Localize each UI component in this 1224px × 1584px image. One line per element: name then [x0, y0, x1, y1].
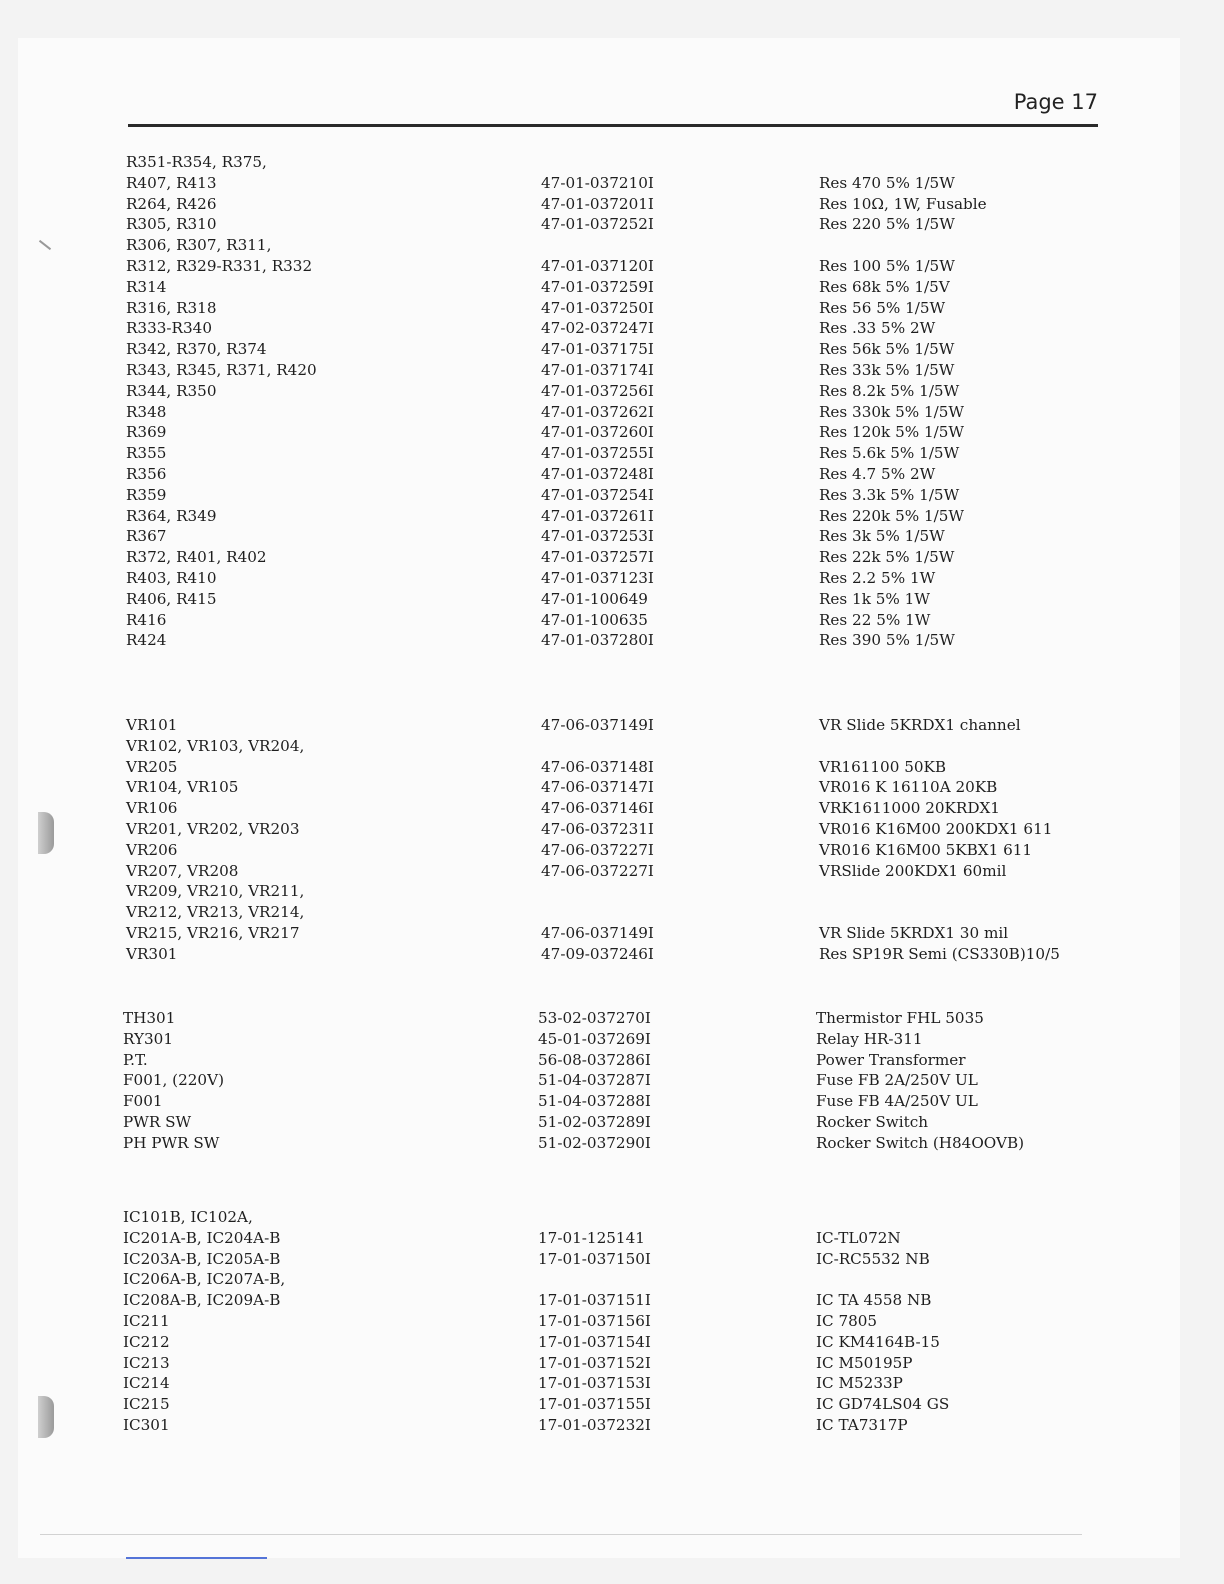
- parts-row: [0, 547, 1224, 568]
- part-number: 47-01-037257I: [541, 548, 654, 567]
- part-description: VRK1611000 20KRDX1: [819, 799, 1000, 818]
- part-number: 47-01-100635: [541, 610, 648, 629]
- part-description: VR016 K16M00 5KBX1 611: [819, 840, 1033, 859]
- parts-row: [0, 1394, 1224, 1415]
- parts-row: [0, 485, 1224, 506]
- part-description: Res 22 5% 1W: [819, 610, 931, 629]
- part-number: 53-02-037270I: [538, 1009, 651, 1027]
- part-description: Rocker Switch (H84OOVB): [816, 1133, 1025, 1152]
- parts-row: [0, 173, 1224, 194]
- part-ref: TH301: [123, 1009, 176, 1027]
- part-number: 17-01-037150I: [538, 1249, 651, 1268]
- parts-row: [0, 318, 1224, 339]
- part-number: 17-01-037154I: [538, 1332, 651, 1351]
- part-description: Res 120k 5% 1/5W: [819, 423, 965, 442]
- part-ref: VR101: [126, 716, 178, 734]
- part-number: 45-01-037269I: [538, 1029, 651, 1048]
- part-number: 47-06-037149I: [541, 716, 654, 734]
- part-ref: R314: [126, 277, 167, 296]
- part-ref: R364, R349: [126, 506, 217, 525]
- part-description: Res 33k 5% 1/5W: [819, 360, 955, 379]
- part-description: Res 4.7 5% 2W: [819, 464, 936, 483]
- part-number: 47-06-037147I: [541, 778, 654, 797]
- part-number: 17-01-037153I: [538, 1374, 651, 1393]
- part-description: Res .33 5% 2W: [819, 319, 936, 338]
- part-description: Relay HR-311: [816, 1029, 923, 1048]
- parts-row: [0, 152, 1224, 173]
- part-description: IC-TL072N: [816, 1228, 901, 1247]
- part-description: VR016 K 16110A 20KB: [819, 778, 998, 797]
- part-description: Res 68k 5% 1/5V: [819, 277, 950, 296]
- parts-row: [0, 402, 1224, 423]
- part-number: 47-01-037253I: [541, 527, 654, 546]
- part-ref: IC211: [123, 1311, 170, 1330]
- part-number: 17-01-125141: [538, 1228, 645, 1247]
- parts-row: [0, 1133, 1224, 1154]
- part-description: IC TA 4558 NB: [816, 1291, 932, 1310]
- part-ref: IC201A-B, IC204A-B: [123, 1228, 281, 1247]
- part-number: 47-01-037256I: [541, 381, 654, 400]
- parts-row: [0, 381, 1224, 402]
- part-ref: R355: [126, 444, 167, 463]
- part-description: Res 1k 5% 1W: [819, 589, 930, 608]
- parts-group-power: [0, 1008, 1224, 1154]
- parts-group-variable-resistors: [0, 715, 1224, 965]
- part-ref: R406, R415: [126, 589, 217, 608]
- part-ref: R264, R426: [126, 194, 217, 213]
- part-description: Rocker Switch: [816, 1112, 929, 1131]
- parts-row: [0, 443, 1224, 464]
- part-number: 47-01-037120I: [541, 256, 654, 275]
- part-ref: PH PWR SW: [123, 1133, 220, 1152]
- part-description: VRSlide 200KDX1 60mil: [819, 861, 1007, 880]
- part-ref: VR207, VR208: [126, 861, 239, 880]
- part-description: IC-RC5532 NB: [816, 1249, 930, 1268]
- part-number: 47-01-037260I: [541, 423, 654, 442]
- part-number: 17-01-037156I: [538, 1311, 651, 1330]
- part-ref: VR106: [126, 799, 178, 818]
- parts-row: [0, 298, 1224, 319]
- footer-rule: [40, 1534, 1082, 1535]
- part-ref: R333-R340: [126, 319, 212, 338]
- parts-row: [0, 506, 1224, 527]
- parts-row: [0, 422, 1224, 443]
- parts-row: [0, 1207, 1224, 1228]
- part-description: Fuse FB 2A/250V UL: [816, 1071, 978, 1090]
- parts-row: [0, 360, 1224, 381]
- part-ref: R343, R345, R371, R420: [126, 360, 317, 379]
- parts-row: [0, 1029, 1224, 1050]
- part-ref: IC206A-B, IC207A-B,: [123, 1270, 286, 1289]
- parts-row: [0, 757, 1224, 778]
- part-ref: VR102, VR103, VR204,: [126, 736, 305, 755]
- part-number: 56-08-037286I: [538, 1050, 651, 1069]
- part-ref: P.T.: [123, 1050, 148, 1069]
- part-ref: IC215: [123, 1395, 170, 1414]
- part-description: VR161100 50KB: [819, 757, 947, 776]
- part-description: Res 470 5% 1/5W: [819, 173, 955, 192]
- part-number: 47-01-037252I: [541, 215, 654, 234]
- parts-row: [0, 1008, 1224, 1029]
- part-description: Res 10Ω, 1W, Fusable: [819, 194, 987, 213]
- part-number: 47-02-037247I: [541, 319, 654, 338]
- part-ref: IC203A-B, IC205A-B: [123, 1249, 281, 1268]
- parts-row: [0, 339, 1224, 360]
- part-number: 47-01-037262I: [541, 402, 654, 421]
- parts-row: [0, 256, 1224, 277]
- parts-row: [0, 1290, 1224, 1311]
- part-ref: R342, R370, R374: [126, 340, 267, 359]
- part-description: Res 330k 5% 1/5W: [819, 402, 965, 421]
- part-ref: R367: [126, 527, 167, 546]
- part-description: Res 220k 5% 1/5W: [819, 506, 965, 525]
- part-ref: IC208A-B, IC209A-B: [123, 1291, 281, 1310]
- part-description: VR Slide 5KRDX1 channel: [819, 716, 1021, 734]
- part-number: 47-01-037261I: [541, 506, 654, 525]
- parts-row: [0, 715, 1224, 736]
- parts-row: [0, 1249, 1224, 1270]
- parts-row: [0, 777, 1224, 798]
- part-description: Res 8.2k 5% 1/5W: [819, 381, 960, 400]
- parts-row: [0, 464, 1224, 485]
- part-ref: R312, R329-R331, R332: [126, 256, 313, 275]
- part-number: 47-01-037123I: [541, 568, 654, 587]
- part-ref: R344, R350: [126, 381, 217, 400]
- part-ref: VR201, VR202, VR203: [126, 819, 300, 838]
- part-description: IC 7805: [816, 1311, 878, 1330]
- part-description: Res 3k 5% 1/5W: [819, 527, 945, 546]
- part-ref: VR215, VR216, VR217: [126, 923, 300, 942]
- part-ref: R359: [126, 485, 167, 504]
- parts-group-ics: [0, 1207, 1224, 1436]
- part-description: Res 5.6k 5% 1/5W: [819, 444, 960, 463]
- part-number: 51-02-037290I: [538, 1133, 651, 1152]
- part-number: 47-01-037175I: [541, 340, 654, 359]
- part-description: Res 56 5% 1/5W: [819, 298, 946, 317]
- part-ref: R356: [126, 464, 167, 483]
- part-description: IC TA7317P: [816, 1415, 908, 1434]
- part-description: Res 56k 5% 1/5W: [819, 340, 955, 359]
- part-description: Fuse FB 4A/250V UL: [816, 1092, 978, 1111]
- part-ref: F001: [123, 1092, 163, 1111]
- part-ref: R305, R310: [126, 215, 217, 234]
- parts-row: [0, 1415, 1224, 1436]
- parts-row: [0, 214, 1224, 235]
- parts-row: [0, 1311, 1224, 1332]
- part-description: VR Slide 5KRDX1 30 mil: [819, 923, 1009, 942]
- parts-row: [0, 568, 1224, 589]
- part-number: 47-06-037227I: [541, 840, 654, 859]
- parts-row: [0, 944, 1224, 965]
- part-ref: IC213: [123, 1353, 170, 1372]
- part-ref: R369: [126, 423, 167, 442]
- part-number: 47-09-037246I: [541, 944, 654, 963]
- parts-row: [0, 194, 1224, 215]
- part-ref: R403, R410: [126, 568, 217, 587]
- part-number: 17-01-037232I: [538, 1415, 651, 1434]
- part-description: Res 390 5% 1/5W: [819, 631, 955, 650]
- part-ref: F001, (220V): [123, 1071, 224, 1090]
- part-ref: R407, R413: [126, 173, 217, 192]
- part-number: 47-06-037227I: [541, 861, 654, 880]
- part-ref: VR205: [126, 757, 178, 776]
- part-ref: VR212, VR213, VR214,: [126, 903, 305, 922]
- part-number: 47-06-037148I: [541, 757, 654, 776]
- part-description: IC KM4164B-15: [816, 1332, 940, 1351]
- part-description: Res 3.3k 5% 1/5W: [819, 485, 960, 504]
- part-description: IC M5233P: [816, 1374, 903, 1393]
- part-description: IC M50195P: [816, 1353, 913, 1372]
- part-ref: IC214: [123, 1374, 170, 1393]
- parts-row: [0, 881, 1224, 902]
- parts-row: [0, 1353, 1224, 1374]
- part-description: Thermistor FHL 5035: [816, 1009, 984, 1027]
- parts-row: [0, 235, 1224, 256]
- parts-row: [0, 840, 1224, 861]
- part-number: 51-02-037289I: [538, 1112, 651, 1131]
- parts-row: [0, 1091, 1224, 1112]
- part-ref: VR209, VR210, VR211,: [126, 882, 305, 901]
- part-number: 17-01-037152I: [538, 1353, 651, 1372]
- part-number: 17-01-037151I: [538, 1291, 651, 1310]
- part-ref: R372, R401, R402: [126, 548, 267, 567]
- part-description: IC GD74LS04 GS: [816, 1395, 950, 1414]
- part-number: 47-06-037231I: [541, 819, 654, 838]
- parts-row: [0, 526, 1224, 547]
- part-number: 47-01-037210I: [541, 173, 654, 192]
- part-number: 47-01-037259I: [541, 277, 654, 296]
- part-ref: R306, R307, R311,: [126, 236, 272, 255]
- part-number: 47-01-100649: [541, 589, 648, 608]
- parts-group-resistors: [0, 152, 1224, 651]
- page-number: Page 17: [1013, 90, 1098, 114]
- part-description: VR016 K16M00 200KDX1 611: [819, 819, 1053, 838]
- parts-row: [0, 819, 1224, 840]
- part-description: Res SP19R Semi (CS330B)10/5: [819, 944, 1060, 963]
- parts-row: [0, 1228, 1224, 1249]
- part-description: Power Transformer: [816, 1050, 966, 1069]
- parts-row: [0, 1269, 1224, 1290]
- part-description: Res 100 5% 1/5W: [819, 256, 955, 275]
- part-number: 47-06-037149I: [541, 923, 654, 942]
- part-number: 47-01-037201I: [541, 194, 654, 213]
- part-number: 51-04-037287I: [538, 1071, 651, 1090]
- parts-row: [0, 861, 1224, 882]
- parts-row: [0, 589, 1224, 610]
- parts-row: [0, 1332, 1224, 1353]
- part-ref: R316, R318: [126, 298, 217, 317]
- part-ref: R424: [126, 631, 167, 650]
- part-ref: R348: [126, 402, 167, 421]
- part-ref: PWR SW: [123, 1112, 192, 1131]
- part-ref: VR206: [126, 840, 178, 859]
- parts-row: [0, 1050, 1224, 1071]
- part-number: 47-01-037250I: [541, 298, 654, 317]
- parts-row: [0, 1373, 1224, 1394]
- part-ref: IC101B, IC102A,: [123, 1208, 253, 1226]
- header-rule: [128, 124, 1098, 127]
- part-ref: R351-R354, R375,: [126, 153, 267, 171]
- part-number: 47-01-037255I: [541, 444, 654, 463]
- parts-row: [0, 630, 1224, 651]
- part-number: 47-06-037146I: [541, 799, 654, 818]
- part-ref: IC212: [123, 1332, 170, 1351]
- footer-link-line: [126, 1557, 267, 1559]
- parts-row: [0, 736, 1224, 757]
- part-number: 47-01-037254I: [541, 485, 654, 504]
- part-description: Res 2.2 5% 1W: [819, 568, 936, 587]
- part-ref: R416: [126, 610, 167, 629]
- part-number: 47-01-037280I: [541, 631, 654, 650]
- part-description: Res 22k 5% 1/5W: [819, 548, 955, 567]
- parts-row: [0, 923, 1224, 944]
- part-number: 47-01-037248I: [541, 464, 654, 483]
- part-ref: IC301: [123, 1415, 170, 1434]
- parts-row: [0, 277, 1224, 298]
- parts-row: [0, 798, 1224, 819]
- part-ref: VR301: [126, 944, 178, 963]
- parts-row: [0, 902, 1224, 923]
- parts-row: [0, 1070, 1224, 1091]
- part-number: 17-01-037155I: [538, 1395, 651, 1414]
- part-ref: VR104, VR105: [126, 778, 239, 797]
- part-number: 51-04-037288I: [538, 1092, 651, 1111]
- part-number: 47-01-037174I: [541, 360, 654, 379]
- parts-row: [0, 610, 1224, 631]
- part-description: Res 220 5% 1/5W: [819, 215, 955, 234]
- parts-row: [0, 1112, 1224, 1133]
- part-ref: RY301: [123, 1029, 173, 1048]
